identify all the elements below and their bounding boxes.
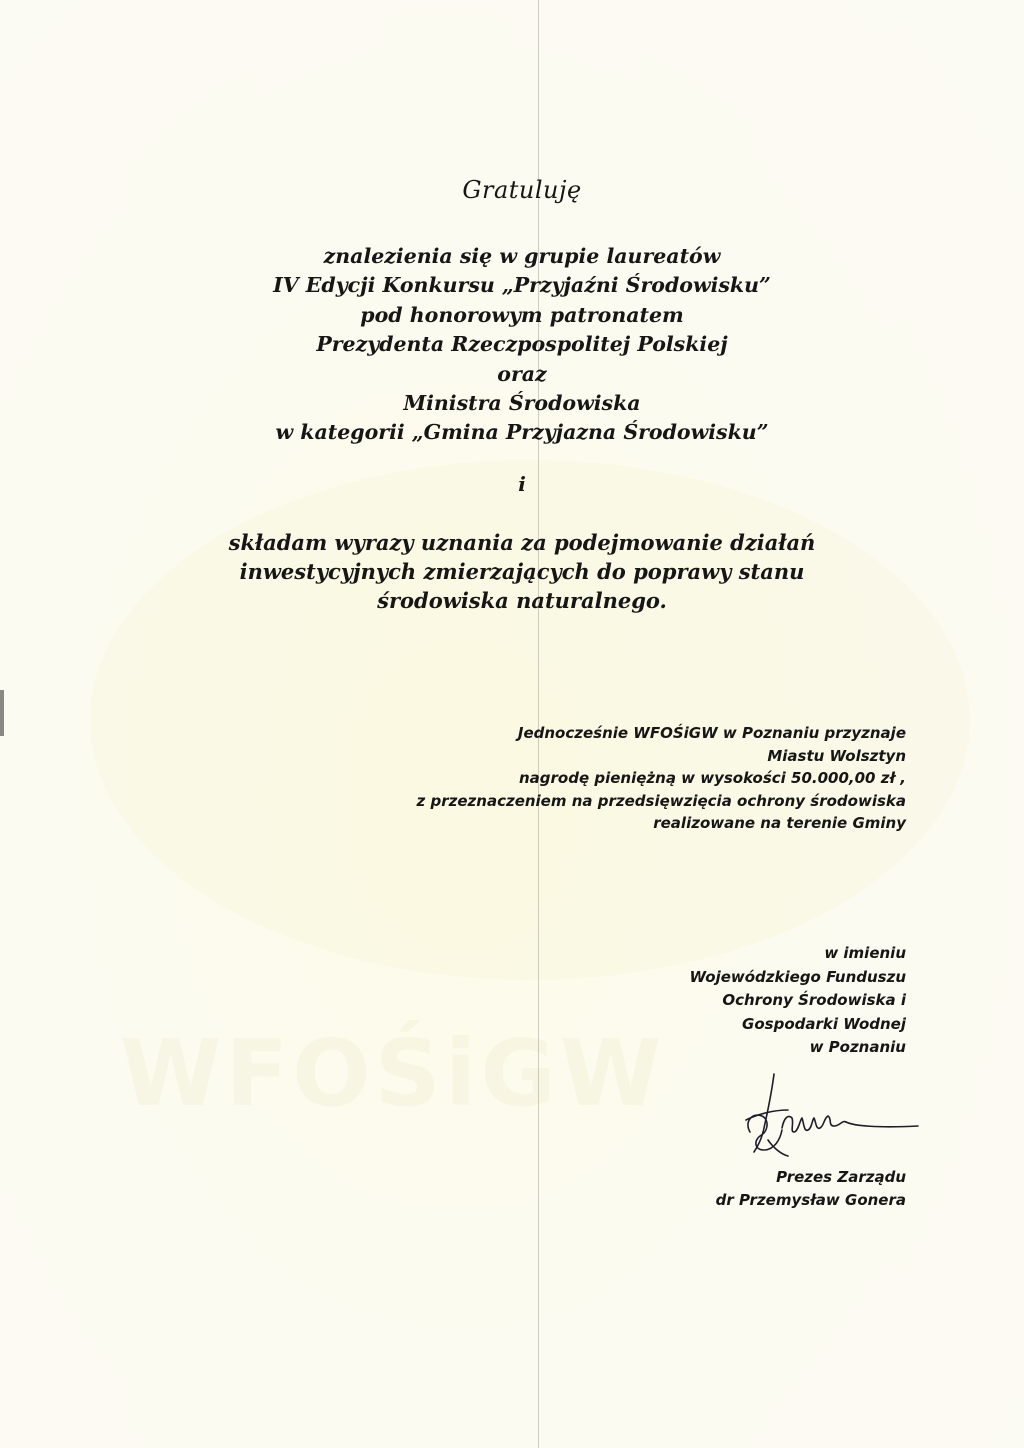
statement-line: IV Edycji Konkursu „Przyjaźni Środowisku” [273, 273, 771, 298]
award-line: Jednocześnie WFOŚiGW w Poznaniu przyznaje [517, 724, 906, 742]
scan-edge-mark [0, 690, 4, 736]
statement-line: pod honorowym patronatem [360, 302, 684, 327]
document-title: Gratuluję [462, 176, 582, 204]
signer-name: dr Przemysław Gonera [715, 1191, 906, 1209]
recognition-statement [0, 528, 1024, 615]
award-line: nagrodę pieniężną w wysokości 50.000,00 zł , [518, 769, 906, 787]
signatory-line: w Poznaniu [809, 1038, 906, 1056]
statement-line: w kategorii „Gmina Przyjazna Środowisku” [275, 420, 769, 445]
award-line: z przeznaczeniem na przedsięwzięcia ochrony środowiska [416, 791, 906, 810]
signatory-line: Wojewódzkiego Funduszu [689, 967, 906, 986]
statement-line: oraz [497, 361, 547, 386]
award-line: realizowane na terenie Gminy [653, 814, 906, 832]
watermark-logo: WFOŚiGW [120, 1020, 666, 1127]
statement-line: znalezienia się w grupie laureatów [323, 244, 721, 268]
signatory-block [690, 942, 906, 1060]
laureate-statement [0, 242, 1024, 448]
award-notice [417, 722, 906, 835]
recognition-line: środowiska naturalnego. [377, 588, 667, 613]
signatory-line: w imieniu [824, 944, 906, 962]
signer-block [716, 1166, 906, 1212]
signatory-line: Gospodarki Wodnej [742, 1014, 906, 1033]
award-line: Miastu Wolsztyn [767, 746, 906, 765]
statement-line: Ministra Środowiska [403, 391, 641, 416]
recognition-line: składam wyrazy uznania za podejmowanie działań [228, 530, 816, 555]
signatory-line: Ochrony Środowiska i [722, 991, 906, 1009]
signer-position: Prezes Zarządu [776, 1168, 906, 1186]
handwritten-signature [728, 1070, 923, 1160]
statement-line: Prezydenta Rzeczpospolitej Polskiej [316, 332, 728, 357]
recognition-line: inwestycyjnych zmierzających do poprawy stanu [239, 559, 805, 584]
conjunction: i [518, 472, 526, 496]
